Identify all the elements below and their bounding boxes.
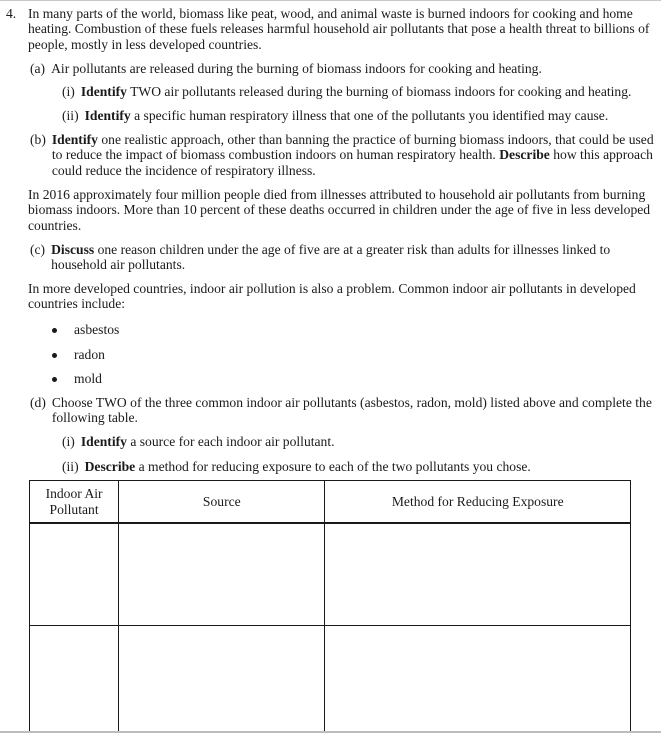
answer-cell[interactable]: [325, 523, 631, 626]
answer-cell[interactable]: [119, 523, 325, 626]
header-method: Method for Reducing Exposure: [325, 481, 631, 524]
part-a-i-verb: Identify: [80, 84, 127, 99]
part-d-i-text: a source for each indoor air pollutant.: [130, 434, 335, 449]
part-d-i: [62, 434, 658, 449]
part-d-ii: [62, 459, 658, 474]
question-number: 4.: [6, 6, 17, 21]
part-c-text: one reason children under the age of five are at a greater risk than adults for illnesses linked to household air pollutants.: [51, 242, 611, 273]
bullet-dot-icon: [52, 328, 57, 333]
statistic-paragraph: In 2016 approximately four million people died from illnesses attributed to household air pollutants from burning biomass indoors. More than 10 percent of these deaths occurred in children under the age of five in less developed countries.: [28, 187, 651, 233]
part-d-ii-label: (ii): [62, 459, 79, 474]
bullet-dot-icon: [52, 377, 57, 382]
part-d-ii-text: a method for reducing exposure to each of the two pollutants you chose.: [138, 459, 531, 474]
table-row: [30, 626, 631, 733]
part-b-label: (b): [30, 132, 46, 147]
question-intro: In many parts of the world, biomass like peat, wood, and animal waste is burned indoors for cooking and home heating. Combustion of these fuels releases harmful household air pollutants that pose a health threat to billions of people, mostly in less developed countries.: [28, 6, 650, 52]
part-a-ii-text: a specific human respiratory illness that one of the pollutants you identified may cause.: [134, 108, 609, 123]
bullet-text: mold: [74, 371, 102, 386]
part-b: [30, 132, 658, 178]
part-b-verb: Identify: [51, 132, 98, 147]
answer-cell[interactable]: [119, 626, 325, 733]
part-c-verb: Discuss: [51, 242, 95, 257]
part-a-ii-verb: Identify: [84, 108, 131, 123]
bullet-dot-icon: [52, 353, 57, 358]
part-d-text: Choose TWO of the three common indoor air pollutants (asbestos, radon, mold) listed above and complete the following table.: [51, 395, 652, 426]
part-d-i-verb: Identify: [80, 434, 127, 449]
answer-table: [29, 480, 631, 733]
part-d: [30, 395, 658, 426]
part-b-verb-2: Describe: [499, 147, 550, 163]
answer-cell[interactable]: [30, 523, 119, 626]
part-c-label: (c): [30, 242, 46, 257]
part-a-i-label: (i): [62, 84, 75, 99]
part-d-label: (d): [30, 395, 46, 410]
part-c: [30, 242, 658, 273]
part-d-i-label: (i): [62, 434, 75, 449]
developed-paragraph: In more developed countries, indoor air pollution is also a problem. Common indoor air pollutants in developed countries include:: [28, 281, 636, 312]
part-a-ii-label: (ii): [62, 108, 79, 123]
top-border: [0, 0, 661, 1]
header-pollutant: Indoor Air Pollutant: [30, 481, 119, 524]
part-a-ii: [62, 108, 658, 123]
answer-cell[interactable]: [30, 626, 119, 733]
table-row: [30, 523, 631, 626]
part-d-ii-verb: Describe: [84, 459, 136, 474]
bullet-text: radon: [74, 347, 105, 362]
part-b-text-2: how this approach could reduce the incidence of respiratory illness.: [51, 147, 653, 178]
part-b-text-1: one realistic approach, other than banning the practice of burning biomass indoors, that could be used to reduce the impact of biomass combustion indoors on human respiratory health.: [51, 132, 654, 163]
part-a: [30, 61, 658, 76]
header-source: Source: [119, 481, 325, 524]
part-a-label: (a): [30, 61, 46, 76]
bullet-text: asbestos: [74, 322, 120, 337]
part-a-text: Air pollutants are released during the burning of biomass indoors for cooking and heating.: [51, 61, 542, 76]
part-a-i: [62, 84, 658, 99]
table-header-row: [30, 481, 631, 524]
part-a-i-text: TWO air pollutants released during the burning of biomass indoors for cooking and heating.: [130, 84, 632, 99]
answer-cell[interactable]: [325, 626, 631, 733]
